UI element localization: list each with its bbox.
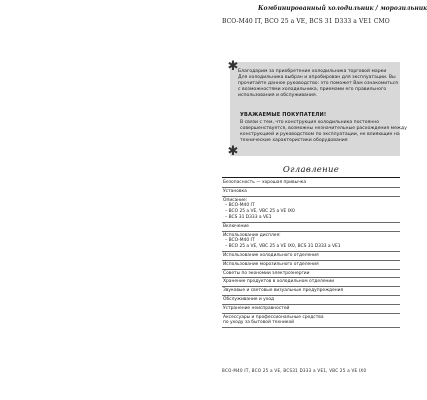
toc-item-label: Советы по экономии электроэнергии [223,270,310,276]
toc-subitem-label: – BCO-M40 IT [225,203,255,209]
notice-warning-line: совершенствуется, возможны незначительные расхождения между [240,126,407,131]
toc-item[interactable] [222,296,400,305]
toc-item-label: Хранение продуктов в холодильном отделении [223,279,335,285]
toc-item-label: Безопасность — хорошая привычка [223,180,307,185]
toc-item[interactable] [222,261,400,270]
notice-heading: УВАЖАЕМЫЕ ПОКУПАТЕЛИ! [240,112,327,118]
toc-item-label: Устранение неисправностей [223,305,290,311]
notice-paragraph: прочитайте данное руководство: это поможет Вам ознакомиться [238,81,398,86]
toc-top-rule [222,177,400,178]
notice-paragraph: Благодарим за приобретение холодильника торговой марки [238,69,387,74]
toc-subitem-label: – BCO-M40 IT [225,238,255,244]
toc-item[interactable] [222,278,400,287]
toc-item-label: Использование холодильного отделения [223,252,319,258]
table-of-contents [222,179,400,328]
gear-icon: ✱ [227,59,239,74]
toc-item-label: Описание: [223,197,248,203]
toc-item[interactable] [222,188,400,197]
toc-item[interactable] [222,223,400,232]
toc-subitem-label: – BCO 25 a VE, VBC 25 a VE IX0 [225,209,295,215]
notice-warning-line: В связи с тем, что конструкция холодильника постоянно [240,120,380,125]
toc-item[interactable] [222,252,400,261]
toc-item-label: Использование морозильного отделения [223,261,319,267]
toc-subitem-label: – BCO 25 a VE, VBC 25 a VE IX0, BCS 31 D333 a VE1 [225,244,341,250]
toc-item-label: Звуковые и световые визуальные предупреждения [223,288,344,294]
toc-item-label: Аксессуары и профессиональные средства [223,314,324,320]
toc-item[interactable] [222,197,400,223]
toc-item[interactable] [222,232,400,252]
toc-item[interactable] [222,314,400,329]
toc-item[interactable] [222,179,400,188]
toc-item-label: Включение [223,223,249,229]
toc-item[interactable] [222,270,400,279]
toc-item-label: по уходу за бытовой техникой [223,320,295,326]
toc-item[interactable] [222,305,400,314]
footer-models: BCO-M40 IT, BCO 25 a VE, BCS31 D333 a VE1, VBC 25 a VE IX0 [222,368,367,373]
notice-warning-line: технические характеристики оборудования [240,138,348,143]
toc-item[interactable] [222,287,400,296]
gear-icon: ✱ [227,144,239,159]
notice-paragraph: использования и обслуживания. [238,93,318,98]
notice-warning-line: конструкцией и руководством по эксплуатации, не влияющие на [240,132,400,137]
notice-paragraph: с возможностями холодильника, приемами его правильного [238,87,387,92]
model-list: BCO-M40 IT, BCO 25 a VE, BCS 31 D333 a VE1 CMO [222,18,390,25]
toc-item-label: Установка [223,188,247,194]
document-title: Комбинированный холодильник / морозильник [258,5,427,12]
toc-subitem-label: – BCS 31 D333 a VE1 [225,214,272,220]
notice-paragraph: Для холодильника выбран и апробирован для эксплуатации. Вы [238,75,396,80]
toc-title: Оглавление [282,165,340,175]
toc-item-label: Использование дисплея: [223,232,281,238]
toc-item-label: Обслуживание и уход [223,296,275,302]
thank-you-notice [226,59,407,160]
